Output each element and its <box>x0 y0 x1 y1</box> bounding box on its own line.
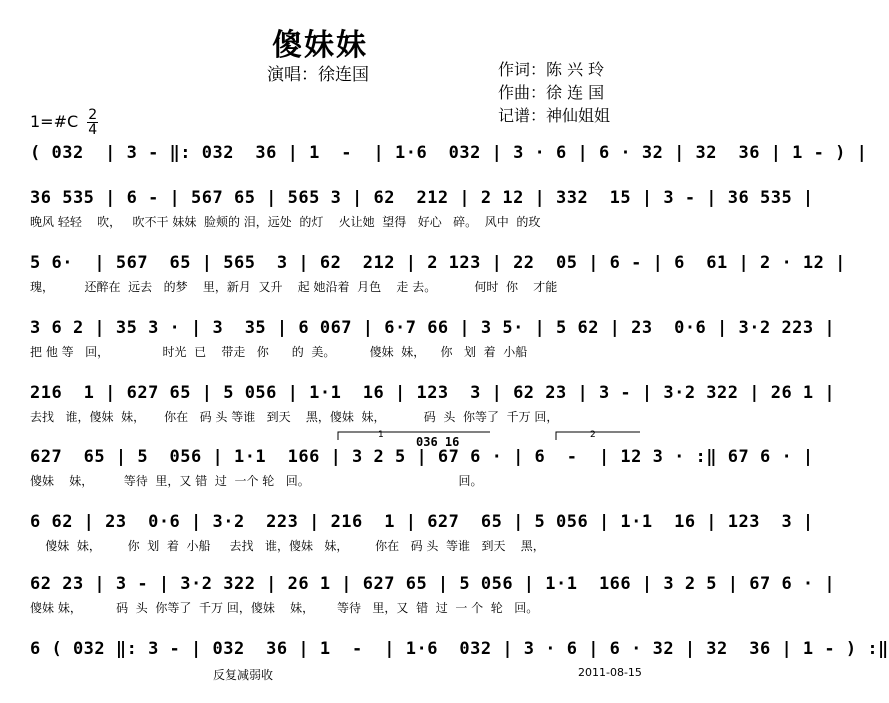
repeat-instruction: 反复减弱收 <box>213 668 274 682</box>
notation-line: 3 6 2 | 35 3 · | 3 35 | 6 067 | 6·7 66 | 3 5· | 5 62 | 23 0·6 | 3·2 223 | <box>30 318 836 338</box>
key-signature <box>30 108 98 137</box>
time-signature-bottom: 4 <box>88 122 98 138</box>
volta-number-1: 1 <box>378 430 384 440</box>
time-signature-top: 2 <box>88 107 98 123</box>
notation-line: 5 6· | 567 65 | 565 3 | 62 212 | 2 123 | 22 05 | 6 - | 6 61 | 2 · 12 | <box>30 253 846 273</box>
notation-line: 6 ( 032 ‖: 3 - | 032 36 | 1 - | 1·6 032 | 3 · 6 | 6 · 32 | 32 36 | 1 - ) :‖ <box>30 639 889 659</box>
lyric-line: 傻妹 妹， 码 头 你等了 千万 回，傻妹 妹， 等待 里，又 错 过 一 个 轮 回。 <box>30 601 539 615</box>
lyric-line: 傻妹 妹， 等待 里，又 错 过 一个 轮 回。 回。 <box>30 474 483 488</box>
singer-line: 演唱：徐连国 <box>267 65 369 85</box>
lyric-line: 把 他 等 回， 时光 已 带走 你 的 美。 傻妹 妹， 你 划 着 小船 <box>30 345 528 359</box>
credits <box>498 58 610 127</box>
notation-line: 62 23 | 3 - | 3·2 322 | 26 1 | 627 65 | 5 056 | 1·1 166 | 3 2 5 | 67 6 · | <box>30 574 836 594</box>
transcriber-line: 记谱：神仙姐姐 <box>498 106 611 125</box>
notation-line: 6 62 | 23 0·6 | 3·2 223 | 216 1 | 627 65 | 5 056 | 1·1 16 | 123 3 | <box>30 512 814 532</box>
lyric-line: 去找 谁，傻妹 妹， 你在 码 头 等谁 到天 黑，傻妹 妹， 码 头 你等了 千万 回， <box>30 410 559 424</box>
composer-line: 作曲：徐 连 国 <box>498 83 605 102</box>
notation-line: ( 032 | 3 - ‖: 032 36 | 1 - | 1·6 032 | 3 · 6 | 6 · 32 | 32 36 | 1 - ) | <box>30 143 868 163</box>
song-title: 傻妹妹 <box>272 28 368 63</box>
volta-number-2: 2 <box>590 430 596 440</box>
lyric-line: 瑰， 还醉在 远去 的梦 里，新月 又升 起 她沿着 月色 走 去。 何时 你 才能 <box>30 280 558 294</box>
notation-line: 216 1 | 627 65 | 5 056 | 1·1 16 | 123 3 | 62 23 | 3 - | 3·2 322 | 26 1 | <box>30 383 836 403</box>
volta-bracket-2 <box>556 432 640 440</box>
lyric-line: 晚风 轻轻 吹， 吹不干 妹妹 脸颊的 泪，远处 的灯 火让她 望得 好心 碎。 风中 的玫 <box>30 215 541 229</box>
volta-bracket-1 <box>338 432 490 440</box>
date-stamp: 2011-08-15 <box>578 666 642 679</box>
notation-line: 36 535 | 6 - | 567 65 | 565 3 | 62 212 | 2 12 | 332 15 | 3 - | 36 535 | <box>30 188 814 208</box>
notation-line: 627 65 | 5 056 | 1·1 166 | 3 2 5 | 67 6 · | 6 - | 12 3 · :‖ 67 6 · | <box>30 447 814 467</box>
time-signature <box>87 108 98 137</box>
grace-notes: 036 16 <box>416 435 460 449</box>
lyricist-line: 作词：陈 兴 玲 <box>498 60 605 79</box>
lyric-line: 傻妹 妹， 你 划 着 小船 去找 谁，傻妹 妹， 你在 码 头 等谁 到天 黑， <box>30 539 545 553</box>
key-label: 1=#C <box>30 112 79 131</box>
